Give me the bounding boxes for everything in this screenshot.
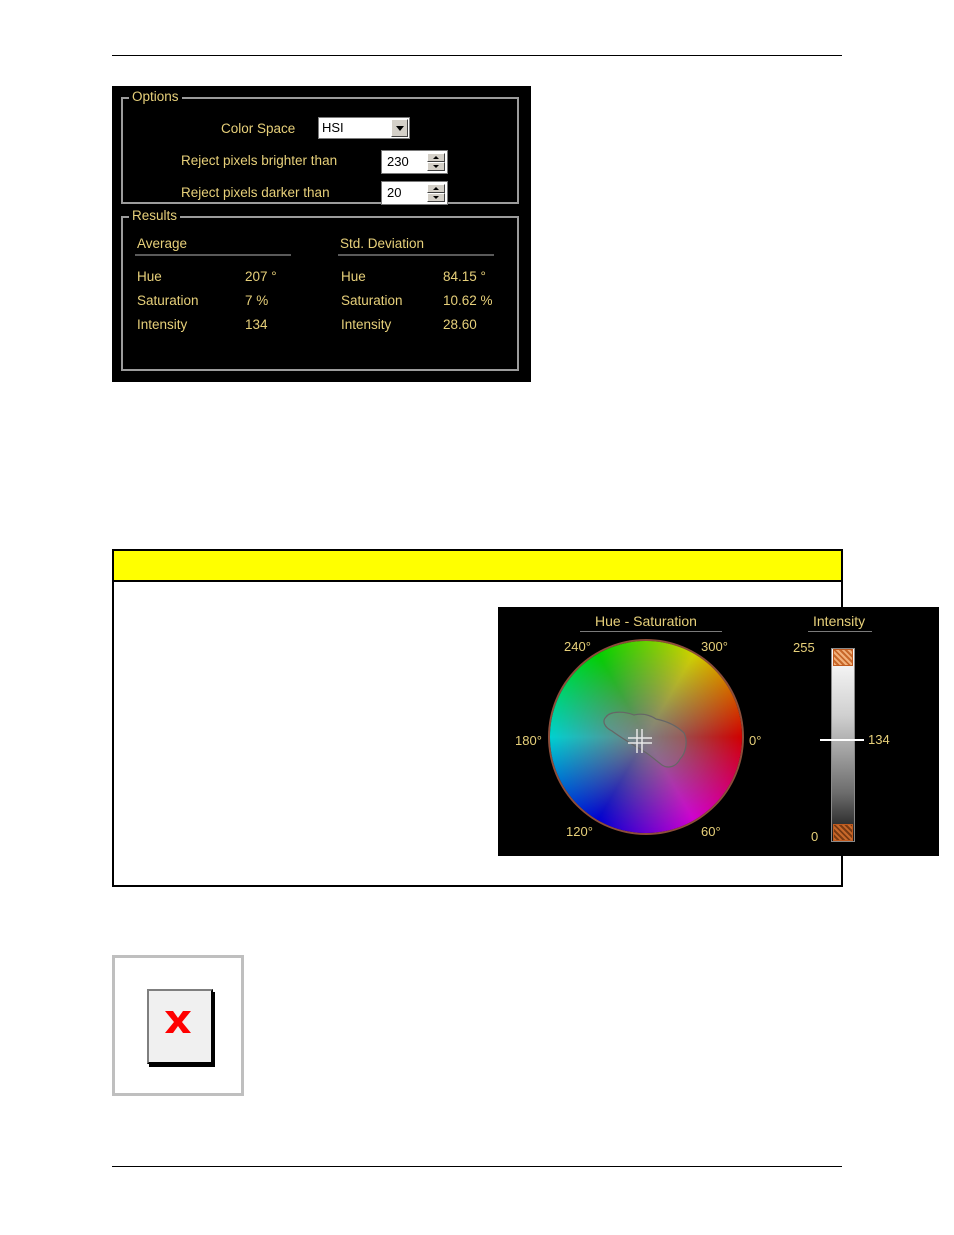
- results-legend: Results: [129, 208, 180, 224]
- intensity-top-handle[interactable]: [833, 649, 853, 666]
- intensity-underline: [808, 631, 872, 632]
- options-group: [121, 89, 519, 204]
- reject-darker-up-button[interactable]: [427, 184, 445, 193]
- reject-brighter-down-button[interactable]: [427, 162, 445, 171]
- std-hue-value: 84.15 °: [443, 269, 486, 284]
- avg-saturation-value: 7 %: [245, 293, 269, 308]
- stddev-header-text: Std. Deviation: [340, 236, 425, 251]
- std-intensity-value: 28.60: [443, 317, 477, 332]
- reject-brighter-value: 230: [387, 154, 409, 169]
- hue-label-0: 0°: [749, 733, 762, 748]
- std-saturation-value: 10.62 %: [443, 293, 493, 308]
- bottom-rule: [112, 1166, 842, 1167]
- intensity-max-label: 255: [793, 640, 815, 655]
- top-rule: [112, 55, 842, 56]
- intensity-value-label: 134: [868, 732, 890, 748]
- avg-hue-label: Hue: [137, 269, 162, 284]
- image-frame: [112, 955, 244, 1096]
- reject-brighter-up-button[interactable]: [427, 153, 445, 162]
- hue-saturation-panel: [498, 607, 939, 856]
- stddev-header: [338, 236, 494, 256]
- avg-intensity-label: Intensity: [137, 317, 188, 332]
- hue-label-180: 180°: [515, 733, 542, 748]
- hue-saturation-underline: [580, 631, 722, 632]
- reject-brighter-stepper[interactable]: [381, 150, 448, 174]
- std-hue-label: Hue: [341, 269, 366, 284]
- reject-darker-label: Reject pixels darker than: [181, 185, 330, 200]
- reject-darker-value: 20: [387, 185, 402, 200]
- intensity-bottom-handle[interactable]: [833, 824, 853, 841]
- avg-saturation-label: Saturation: [137, 293, 199, 308]
- arrow-up-icon: [433, 156, 439, 159]
- intensity-marker: [820, 739, 864, 741]
- reject-darker-stepper[interactable]: [381, 181, 448, 205]
- std-saturation-label: Saturation: [341, 293, 403, 308]
- broken-image-icon: [163, 1009, 193, 1035]
- note-box-header: [114, 551, 841, 582]
- options-legend: Options: [129, 89, 182, 105]
- arrow-down-icon: [433, 196, 439, 199]
- std-intensity-label: Intensity: [341, 317, 392, 332]
- avg-hue-value: 207 °: [245, 269, 277, 284]
- color-space-label: Color Space: [221, 121, 296, 136]
- hue-saturation-title: Hue - Saturation: [595, 613, 697, 629]
- color-space-dropdown-button[interactable]: [391, 119, 408, 137]
- hue-saturation-wheel[interactable]: [550, 641, 742, 833]
- broken-image-box: [147, 989, 213, 1064]
- arrow-down-icon: [433, 165, 439, 168]
- color-space-value: HSI: [322, 120, 344, 135]
- crosshair-icon: [628, 729, 652, 753]
- color-stats-panel: [112, 86, 531, 382]
- results-group: [121, 208, 519, 371]
- reject-darker-down-button[interactable]: [427, 193, 445, 202]
- chevron-down-icon: [396, 126, 404, 131]
- color-space-select[interactable]: [318, 117, 410, 139]
- intensity-title: Intensity: [813, 613, 866, 629]
- average-header-text: Average: [137, 236, 188, 251]
- intensity-bar[interactable]: [831, 648, 855, 842]
- average-header: [135, 236, 291, 256]
- arrow-up-icon: [433, 187, 439, 190]
- intensity-min-label: 0: [811, 829, 819, 844]
- avg-intensity-value: 134: [245, 317, 268, 332]
- reject-brighter-label: Reject pixels brighter than: [181, 153, 338, 168]
